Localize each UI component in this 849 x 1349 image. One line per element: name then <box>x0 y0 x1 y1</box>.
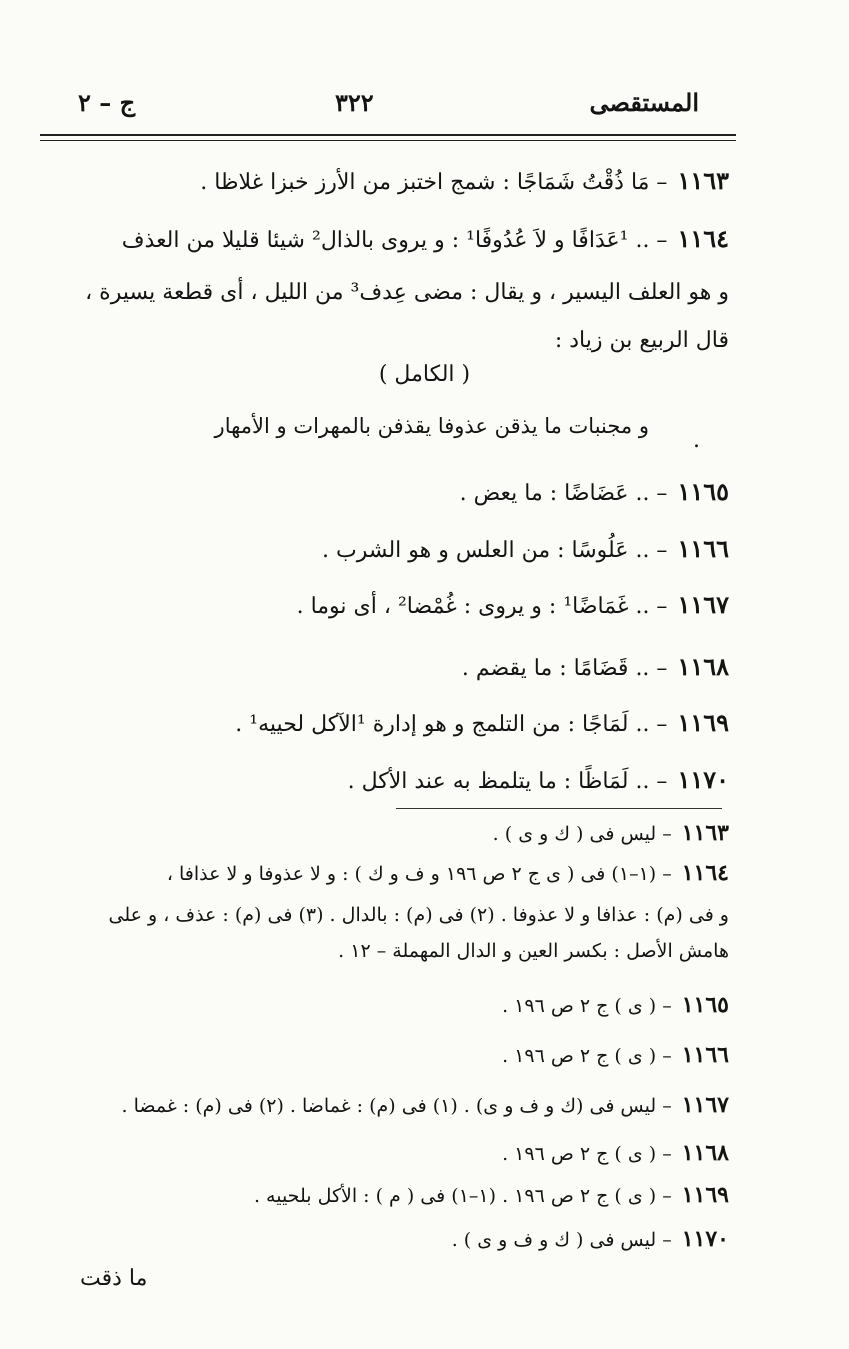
entry-1170: ١١٧٠– .. لَمَاظًا : ما يتلمظ به عند الأكل . <box>347 765 729 794</box>
entry-1164-cont-1: و هو العلف اليسير ، و يقال : مضى عِدف³ من الليل ، أى قطعة يسيرة ، <box>85 280 729 305</box>
entry-1166: ١١٦٦– .. عَلُوسًا : من العلس و هو الشرب . <box>322 534 729 563</box>
note-1166: ١١٦٦– ( ى ) ج ٢ ص ١٩٦ . <box>502 1042 729 1068</box>
note-1164-cont-2: هامش الأصل : بكسر العين و الدال المهملة – ١٢ . <box>338 940 729 962</box>
note-1163: ١١٦٣– ليس فى ( ك و ى ) . <box>492 820 729 846</box>
page-number: ٣٢٢ <box>335 88 374 117</box>
entry-1165: ١١٦٥– .. عَضَاضًا : ما يعض . <box>459 477 729 506</box>
header-rule <box>40 134 736 136</box>
header-rule-thin <box>40 140 736 141</box>
note-1168: ١١٦٨– ( ى ) ج ٢ ص ١٩٦ . <box>502 1140 729 1166</box>
note-1164: ١١٦٤– (١–١) فى ( ى ج ٢ ص ١٩٦ و ف و ك ) : و لا عذوفا و لا عذافا ، <box>166 860 729 886</box>
catchword: ما ذقت <box>80 1266 148 1291</box>
note-1164-cont-1: و فى (م) : عذافا و لا عذوفا . (٢) فى (م) : بالدال . (٣) فى (م) : عذف ، و على <box>108 904 729 926</box>
note-1169: ١١٦٩– ( ى ) ج ٢ ص ١٩٦ . (١–١) فى ( م ) : الأكل بلحييه . <box>253 1182 729 1208</box>
verse-mark: . <box>693 428 700 453</box>
verse: و مجنبات ما يذقن عذوفا يقذفن بالمهرات و الأمهار <box>214 414 649 438</box>
note-1165: ١١٦٥– ( ى ) ج ٢ ص ١٩٦ . <box>502 992 729 1018</box>
entry-1163: ١١٦٣– مَا ذُقْتُ شَمَاجًا : شمج اختبز من الأرز خبزا غلاظا . <box>200 166 729 195</box>
poetic-meter: ( الكامل ) <box>378 362 471 387</box>
note-1170: ١١٧٠– ليس فى ( ك و ف و ى ) . <box>451 1226 729 1252</box>
volume-marker: ج – ٢ <box>78 88 136 117</box>
entry-1168: ١١٦٨– .. قَضَامًا : ما يقضم . <box>461 652 729 681</box>
footnote-rule <box>396 808 722 809</box>
entry-1164-cont-2: قال الربيع بن زياد : <box>554 328 729 353</box>
entry-1167: ١١٦٧– .. غَمَاضًا¹ : و يروى : غُمْضا² ، أى نوما . <box>296 590 729 619</box>
entry-1169: ١١٦٩– .. لَمَاجًا : من التلمج و هو إدارة ¹الآكل لحييه¹ . <box>235 708 729 737</box>
entry-1164: ١١٦٤– .. ¹عَدَافًا و لاَ عُدُوفًا¹ : و يروى بالذال² شيئا قليلا من العذف <box>121 224 729 253</box>
note-1167: ١١٦٧– ليس فى (ك و ف و ى) . (١) فى (م) : غماضا . (٢) فى (م) : غمضا . <box>121 1092 729 1118</box>
running-title: المستقصى <box>589 88 699 117</box>
